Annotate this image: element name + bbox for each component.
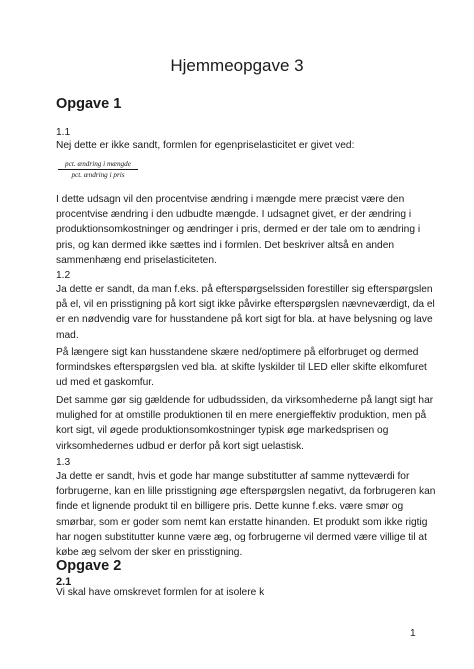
text-line: På længere sigt kan husstandene skære ned/optimere på elforbruget og dermed bbox=[56, 347, 419, 358]
elasticity-formula bbox=[58, 160, 138, 180]
question-number-1-3: 1.3 bbox=[56, 457, 71, 468]
question-number-1-1: 1.1 bbox=[56, 127, 71, 138]
formula-numerator: pct. ændring i mængde bbox=[58, 160, 138, 170]
text-line: har nogen substitutter kunne være æg, og forbrugerne vil dermed være villige til at bbox=[56, 531, 427, 543]
text-line: finde et lignende produkt til en billigere pris. Dette kunne f.eks. være smør og bbox=[56, 501, 404, 513]
text-line: virksomhedernes udbud er derfor på kort sigt uelastisk. bbox=[56, 440, 305, 452]
text-line: købe æg selvom der sker en prisstigning. bbox=[56, 547, 243, 559]
text-line: på el, vil en prisstigning på kort sigt ikke påvirke efterspørgslen nævneværdigt, da el bbox=[56, 299, 435, 311]
text-line: mad. bbox=[56, 329, 79, 341]
question-1-1-intro bbox=[56, 138, 421, 153]
text-line: procentvise ændring i den udbudte mængde. I udsagnet givet, er der ændring i bbox=[56, 209, 412, 221]
question-number-1-2: 1.2 bbox=[56, 270, 71, 281]
question-1-1-answer bbox=[56, 192, 421, 268]
text-line: Vi skal have omskrevet formlen for at isolere k bbox=[56, 587, 265, 598]
question-1-3-answer bbox=[56, 469, 436, 560]
text-line: Nej dette er ikke sandt, formlen for egenpriselasticitet er givet ved: bbox=[56, 140, 355, 151]
formula-denominator: pct. ændring i pris bbox=[71, 171, 125, 179]
question-2-1-text bbox=[56, 585, 421, 600]
text-line: I dette udsagn vil den procentvise ændring i mængde mere præcist være den bbox=[56, 194, 405, 205]
text-line: pris, og kan dermed ikke sættes ind i formlen. Det beskriver altså en anden bbox=[56, 239, 395, 251]
question-1-2-paragraph-3 bbox=[56, 393, 434, 454]
text-line: ud med et gaskomfur. bbox=[56, 377, 154, 389]
page-number: 1 bbox=[410, 628, 416, 639]
text-line: mulighed for at omstille produktionen til en mere energieffektiv produktion, men på bbox=[56, 410, 427, 422]
text-line: sammenhæng end priselasticiteten. bbox=[56, 254, 217, 266]
heading-opgave-2: Opgave 2 bbox=[56, 558, 122, 574]
question-1-2-paragraph-1 bbox=[56, 282, 435, 343]
text-line: forbrugerne, kan en lille prisstigning øge efterspørgslen negativt, da forbrugeren kan bbox=[56, 486, 436, 498]
text-line: Ja dette er sandt, hvis et gode har mange substitutter af samme nytteværdi for bbox=[56, 471, 410, 482]
heading-opgave-1: Opgave 1 bbox=[56, 96, 122, 112]
text-line: Det samme gør sig gældende for udbudssiden, da virksomhederne på langt sigt har bbox=[56, 395, 434, 406]
text-line: kort sigt, vil øgede produktionsomkostninger typisk øge markedsprisen og bbox=[56, 425, 389, 437]
question-1-2-paragraph-2 bbox=[56, 345, 427, 391]
question-number-2-1: 2.1 bbox=[56, 576, 72, 588]
text-line: produktionsomkostninger og ændringer i pris, dermed er der tale om to ændring i bbox=[56, 224, 421, 236]
text-line: er en nødvendig vare for husstandene på kort sigt for bla. at have belysning og lave bbox=[56, 314, 433, 326]
text-line: smørbar, som er goder som nemt kan erstatte hinanden. Et produkt som ikke rigtig bbox=[56, 516, 428, 528]
document-title: Hjemmeopgave 3 bbox=[170, 56, 304, 75]
text-line: formindskes efterspørgslen ved bla. at skifte lyskilder til LED eller skifte elkomfuret bbox=[56, 362, 427, 374]
text-line: Ja dette er sandt, da man f.eks. på efterspørgselssiden forestiller sig efterspørgslen bbox=[56, 284, 433, 295]
